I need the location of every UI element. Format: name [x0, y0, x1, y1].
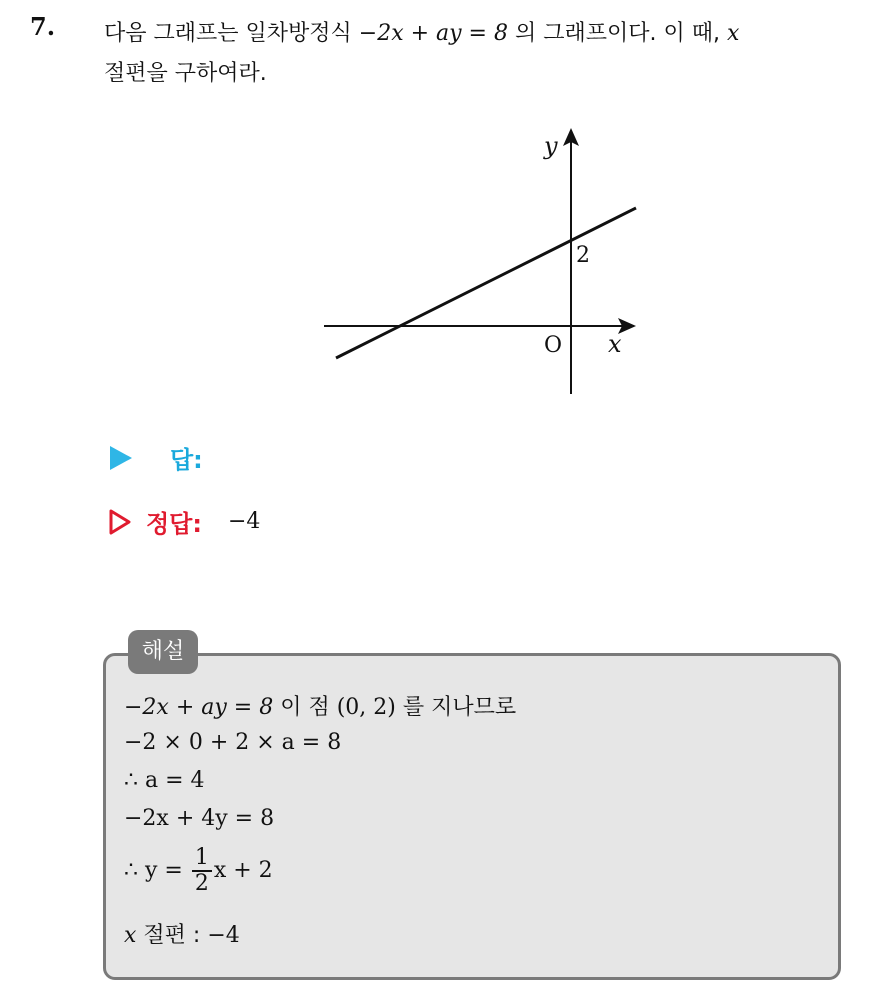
correct-answer-value: −4 — [227, 509, 261, 534]
explanation-l6-value: −4 — [207, 923, 240, 948]
question-text-part1: 다음 그래프는 일차방정식 — [104, 21, 359, 46]
question-equation: −2x + ay = 8 — [358, 21, 508, 46]
origin-label: O — [544, 333, 563, 358]
explanation-l5-prefix: ∴ y = — [124, 858, 190, 883]
answer-label: 답: — [170, 446, 203, 474]
answer-row — [110, 440, 203, 475]
explanation-line-3: ∴ a = 4 — [124, 768, 205, 793]
question-text-part2: 의 그래프이다. 이 때, — [508, 21, 727, 46]
x-axis-label: x — [608, 330, 622, 358]
correct-answer-row — [108, 504, 260, 539]
explanation-l5-suffix: x + 2 — [213, 858, 273, 883]
explanation-l6-var: x — [124, 923, 137, 948]
play-triangle-icon — [110, 446, 132, 470]
explanation-l1-math: −2x + ay = 8 — [124, 695, 274, 720]
explanation-l6-text: 절편 : — [136, 923, 208, 948]
fraction-numerator: 1 — [192, 846, 212, 872]
y-intercept-label: 2 — [576, 243, 590, 268]
question-number: 7. — [30, 12, 56, 41]
explanation-l1-text2: 를 지나므로 — [395, 695, 517, 720]
fraction-one-half — [192, 846, 212, 896]
y-axis-label: y — [544, 132, 558, 160]
explanation-line-1 — [124, 690, 516, 721]
explanation-l1-text: 이 점 — [273, 695, 337, 720]
explanation-line-6 — [124, 918, 240, 949]
line-graph — [300, 120, 660, 410]
question-text-line2: 절편을 구하여라. — [104, 61, 267, 86]
explanation-line-4: −2x + 4y = 8 — [124, 806, 275, 831]
question-var-x: x — [726, 21, 740, 46]
explanation-l1-point: (0, 2) — [336, 695, 396, 720]
explanation-line-5 — [124, 846, 273, 896]
equation-line — [336, 208, 636, 358]
explanation-line-2: −2 × 0 + 2 × a = 8 — [124, 730, 342, 755]
question-text — [104, 14, 864, 94]
outline-triangle-icon — [108, 509, 132, 535]
correct-answer-label: 정답: — [146, 510, 202, 538]
fraction-denominator: 2 — [194, 871, 209, 896]
explanation-tag: 해설 — [128, 630, 198, 674]
